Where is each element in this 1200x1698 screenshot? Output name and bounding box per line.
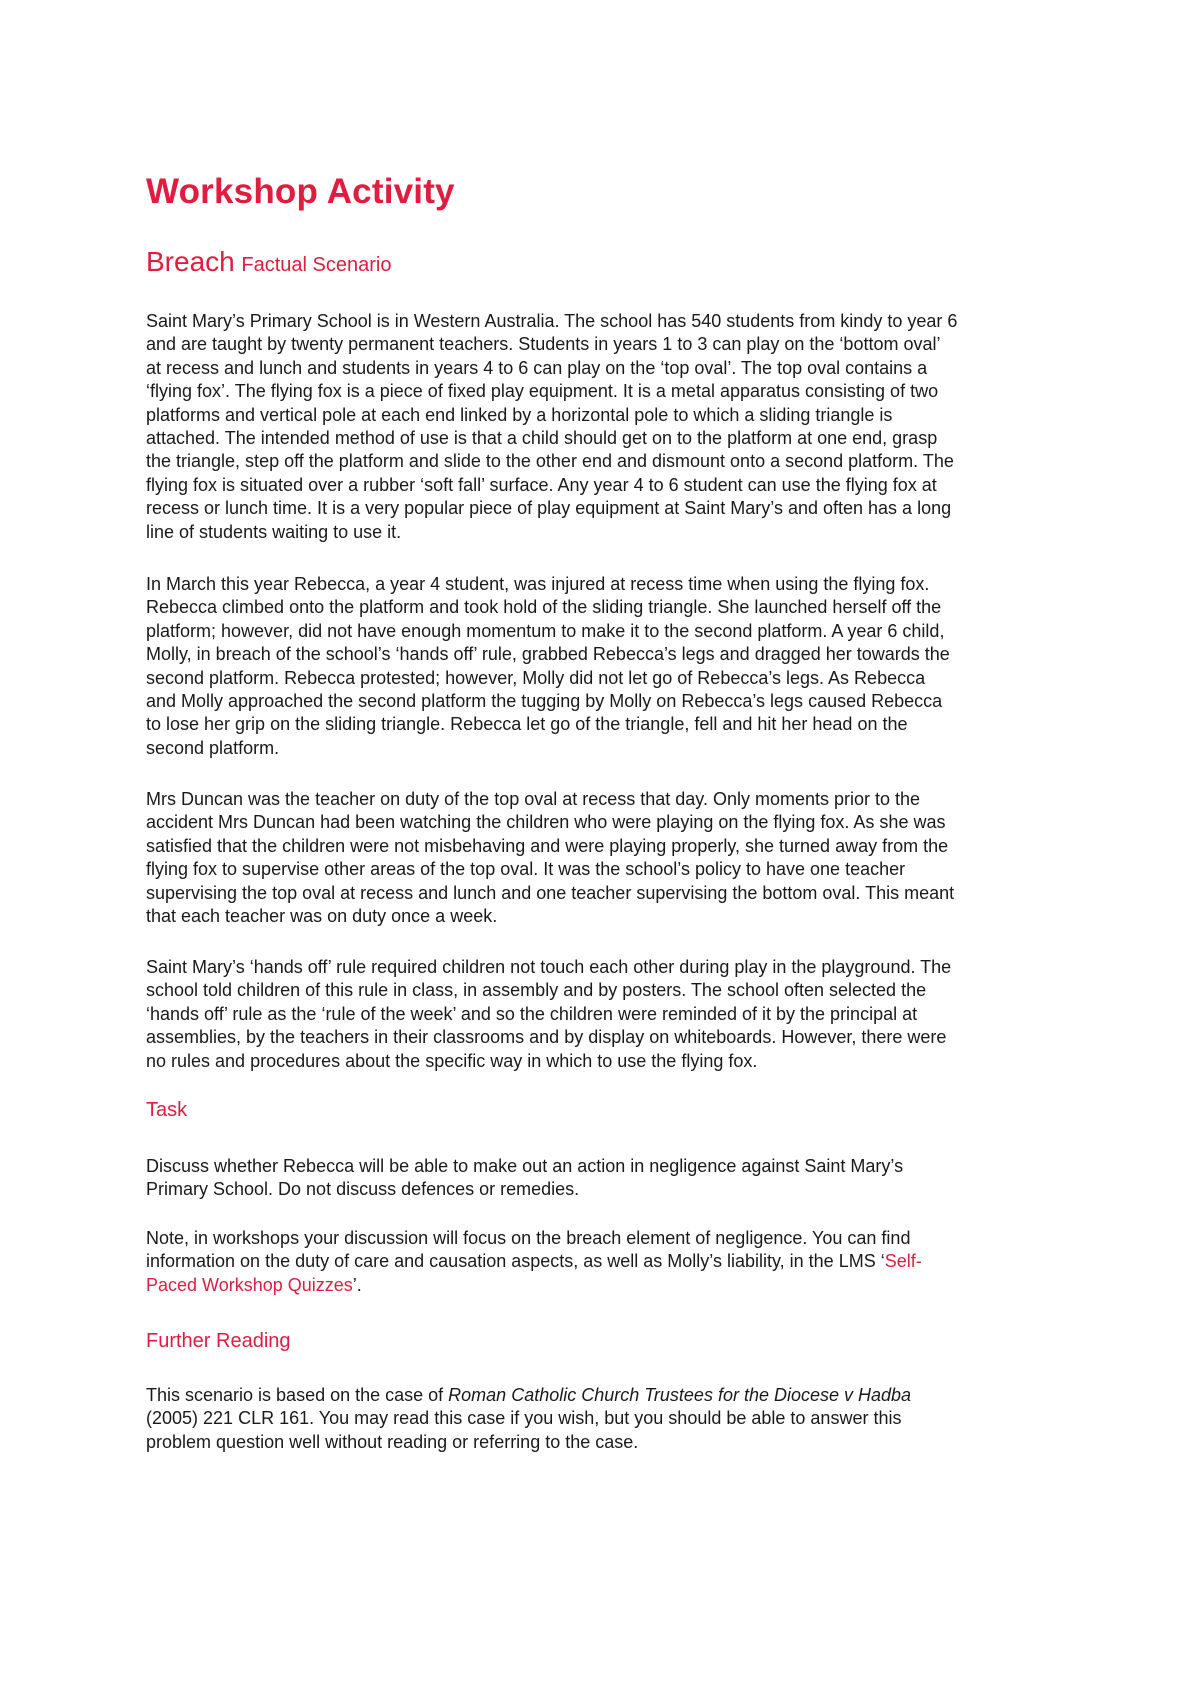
text-line: school told children of this rule in class, in assembly and by posters. The school often selected the (146, 980, 927, 1001)
text-line: flying fox is situated over a rubber ‘soft fall’ surface. Any year 4 to 6 student can use the flying fox at (146, 474, 937, 495)
note-paragraph (146, 1227, 922, 1297)
page-title: Workshop Activity (146, 172, 455, 211)
further-reading-paragraph (146, 1384, 911, 1454)
text-line: and Molly approached the second platform the tugging by Molly on Rebecca’s legs caused Rebecca (146, 691, 943, 712)
text-line: to lose her grip on the sliding triangle. Rebecca let go of the triangle, fell and hit her head on the (146, 714, 908, 735)
text-line: Saint Mary’s Primary School is in Western Australia. The school has 540 students from kindy to year 6 (146, 311, 958, 331)
text-line: flying fox to supervise other areas of the top oval. It was the school’s policy to have one teacher (146, 859, 906, 880)
self-paced-quizzes-link-continued[interactable]: Paced Workshop Quizzes (146, 1274, 353, 1295)
text-line: that each teacher was on duty once a week. (146, 906, 498, 927)
text-line: attached. The intended method of use is that a child should get on to the platform at one end, grasp (146, 428, 938, 449)
text-line: ‘flying fox’. The flying fox is a piece of fixed play equipment. It is a metal apparatus consisting of two (146, 381, 939, 402)
text-line: Molly, in breach of the school’s ‘hands off’ rule, grabbed Rebecca’s legs and dragged her towards the (146, 644, 950, 665)
text-line: no rules and procedures about the specific way in which to use the flying fox. (146, 1050, 758, 1071)
text-line: line of students waiting to use it. (146, 521, 402, 542)
text-line (146, 1384, 911, 1407)
note-text-end: ’. (352, 1274, 362, 1295)
case-name: Roman Catholic Church Trustees for the Diocese v Hadba (448, 1385, 912, 1405)
text-line (146, 1274, 922, 1297)
text-line: Saint Mary’s ‘hands off’ rule required children not touch each other during play in the playground. The (146, 957, 952, 977)
text-line: platform; however, did not have enough momentum to make it to the second platform. A year 6 child, (146, 620, 945, 641)
text-line: Mrs Duncan was the teacher on duty of the top oval at recess that day. Only moments prior to the (146, 789, 921, 809)
note-text: information on the duty of care and causation aspects, as well as Molly’s liability, in the LMS ‘ (146, 1251, 885, 1272)
text-line: second platform. Rebecca protested; however, Molly did not let go of Rebecca’s legs. As Rebecca (146, 667, 926, 688)
text-line: In March this year Rebecca, a year 4 student, was injured at recess time when using the flying fox. (146, 574, 930, 594)
scenario-paragraph-1 (146, 310, 957, 544)
text-line: Rebecca climbed onto the platform and took hold of the sliding triangle. She launched herself off the (146, 597, 942, 618)
text-line: satisfied that the children were not misbehaving and were playing properly, she turned away from the (146, 835, 949, 856)
text-line: platforms and vertical pole at each end linked by a horizontal pole to which a sliding triangle is (146, 404, 893, 425)
scenario-paragraph-3 (146, 788, 954, 928)
text-line: (2005) 221 CLR 161. You may read this case if you wish, but you should be able to answer this (146, 1408, 902, 1429)
scenario-paragraph-4 (146, 956, 951, 1073)
text-line: the triangle, step off the platform and slide to the other end and dismount onto a second platform. The (146, 451, 954, 472)
subtitle-factual-scenario: Factual Scenario (241, 254, 392, 276)
text-line: assemblies, by the teachers in their classrooms and by display on whiteboards. However, there were (146, 1027, 947, 1048)
text-line: at recess and lunch and students in years 4 to 6 can play on the ‘top oval’. The top oval contains a (146, 357, 928, 378)
text-line: Note, in workshops your discussion will focus on the breach element of negligence. You can find (146, 1228, 911, 1248)
task-heading: Task (146, 1099, 188, 1121)
further-text: This scenario is based on the case of (146, 1385, 449, 1405)
text-line: second platform. (146, 737, 280, 758)
task-paragraph (146, 1155, 903, 1202)
text-line: problem question well without reading or referring to the case. (146, 1431, 639, 1452)
text-line: ‘hands off’ rule as the ‘rule of the week’ and so the children were reminded of it by the principal at (146, 1003, 918, 1024)
scenario-paragraph-2 (146, 573, 950, 760)
text-line: and are taught by twenty permanent teachers. Students in years 1 to 3 can play on the ‘bottom oval’ (146, 334, 941, 355)
text-line: Primary School. Do not discuss defences or remedies. (146, 1179, 580, 1200)
text-line: accident Mrs Duncan had been watching the children who were playing on the flying fox. As she was (146, 812, 946, 833)
text-line: Discuss whether Rebecca will be able to make out an action in negligence against Saint Mary’s (146, 1156, 904, 1176)
further-reading-heading: Further Reading (146, 1330, 291, 1352)
page-subtitle (146, 246, 391, 278)
subtitle-breach: Breach (146, 246, 235, 277)
text-line: supervising the top oval at recess and lunch and one teacher supervising the bottom oval. This meant (146, 882, 955, 903)
text-line (146, 1250, 922, 1273)
self-paced-quizzes-link[interactable]: Self- (884, 1251, 922, 1272)
text-line: recess or lunch time. It is a very popular piece of play equipment at Saint Mary’s and often has a long (146, 498, 952, 519)
